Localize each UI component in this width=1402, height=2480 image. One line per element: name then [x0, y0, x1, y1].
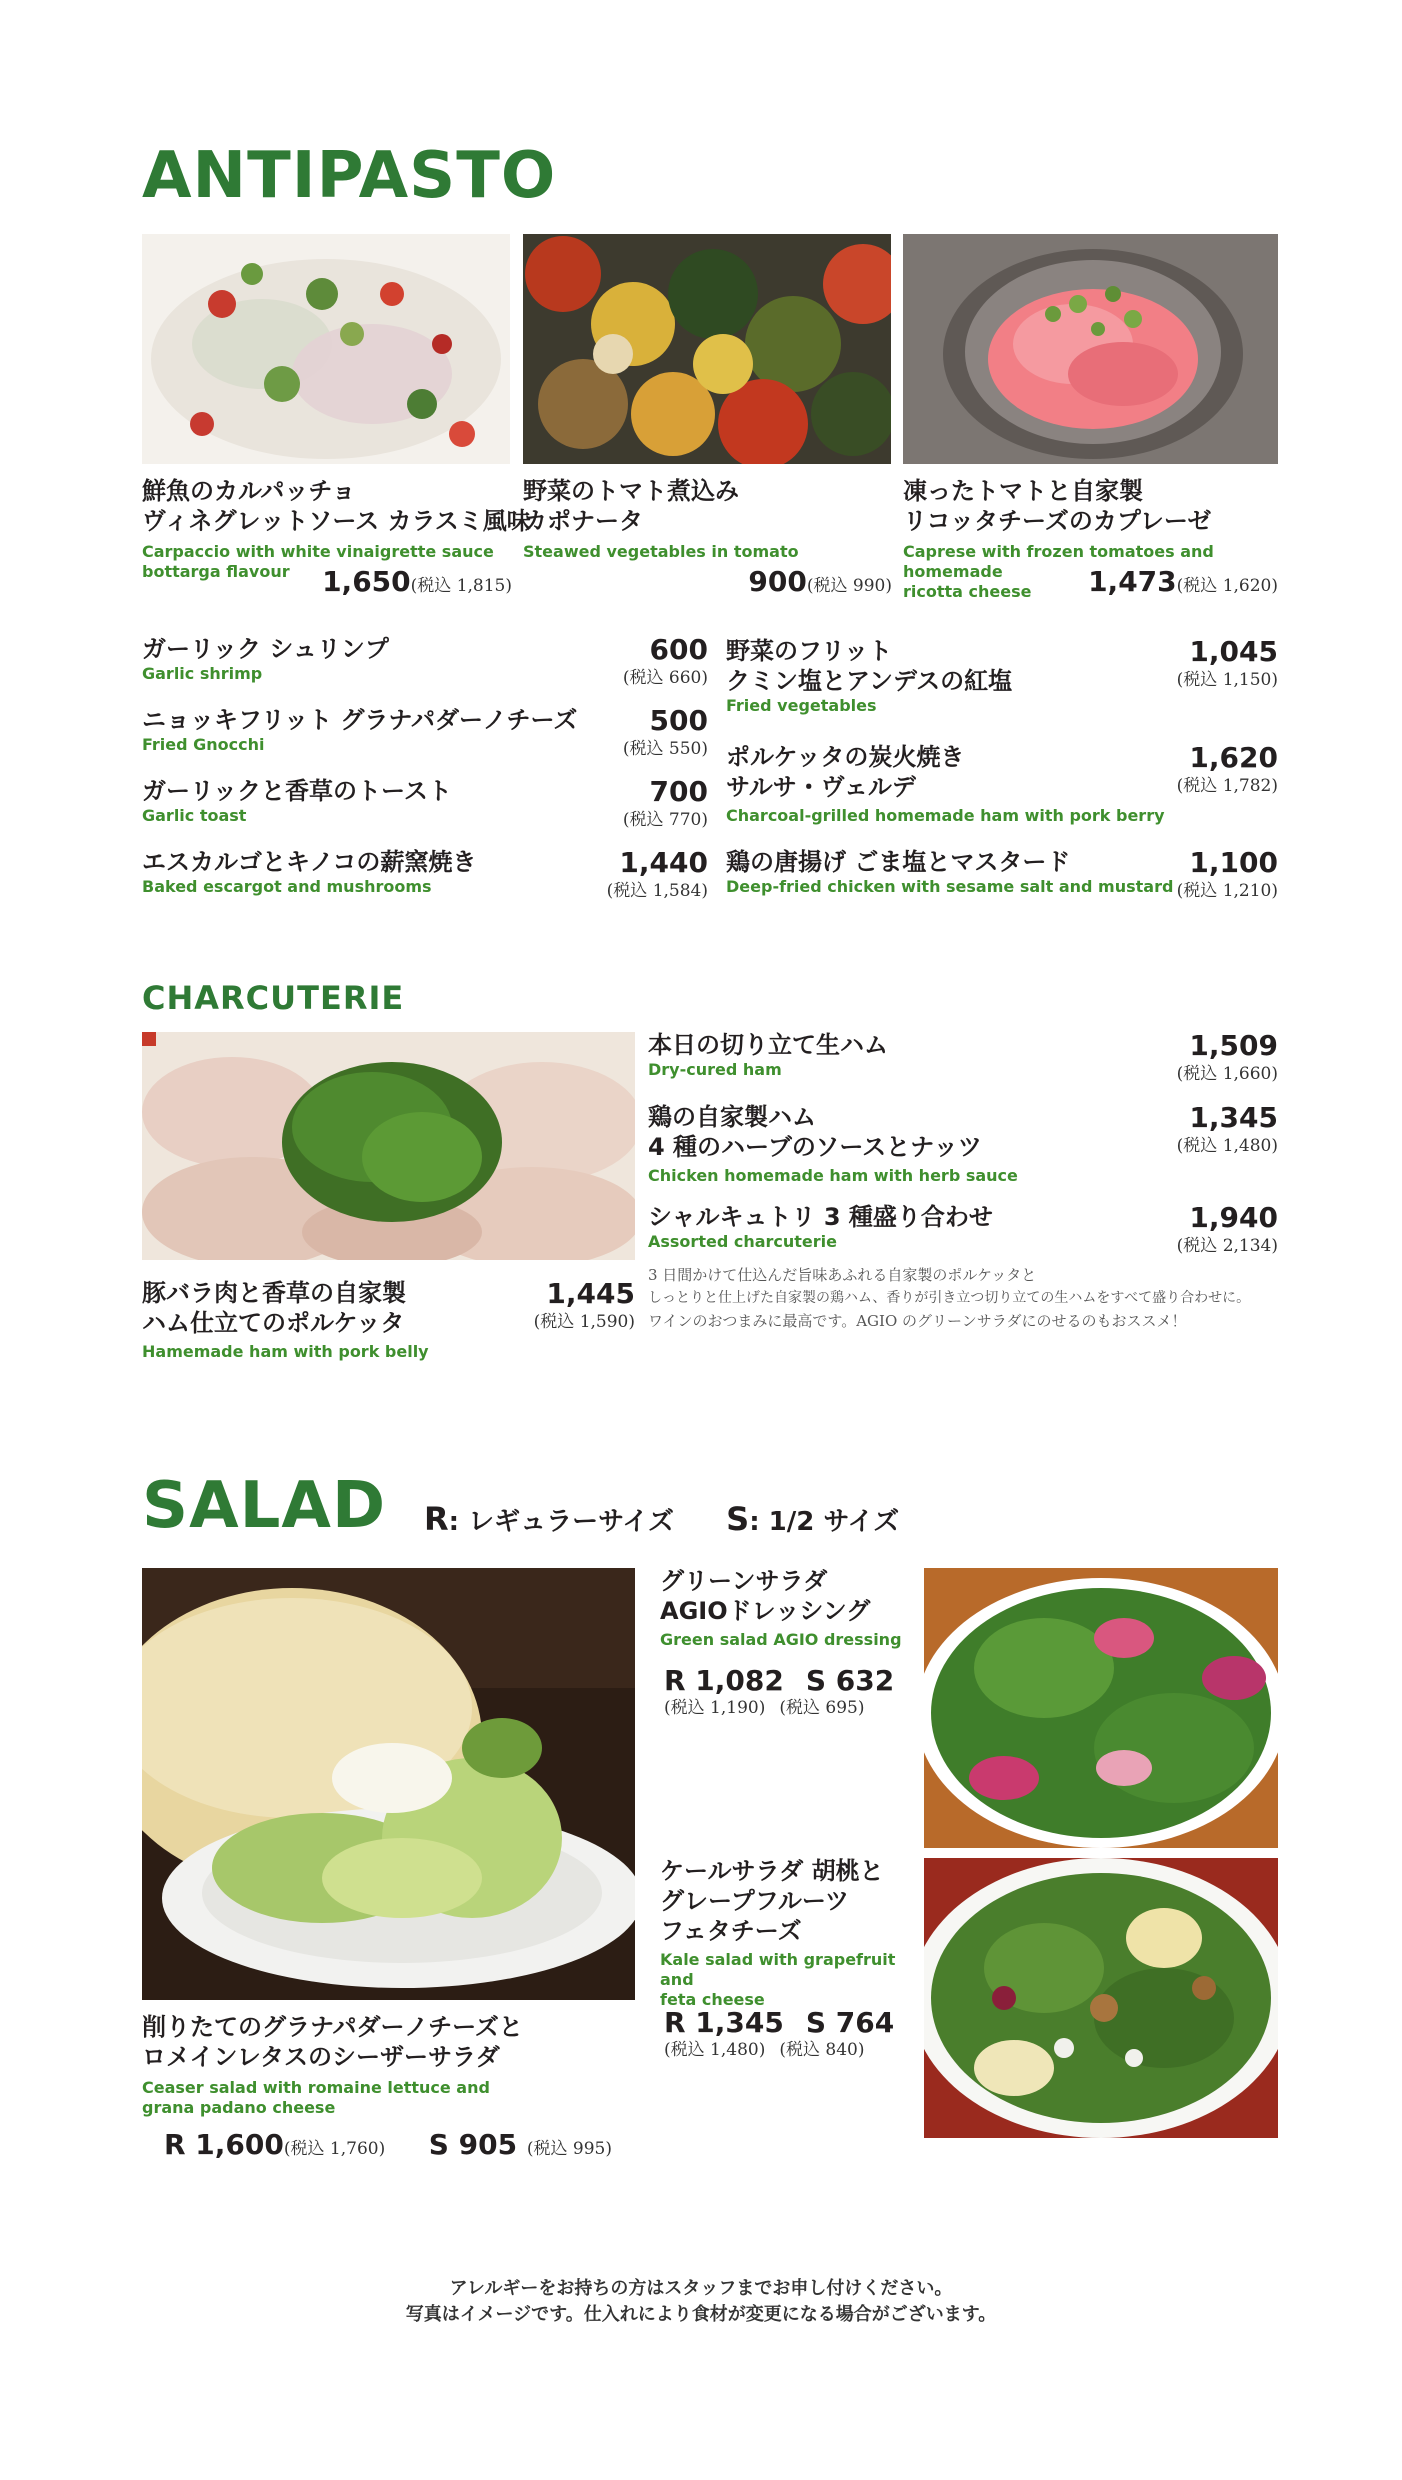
caesar-prices — [164, 2128, 612, 2166]
footer-notice — [0, 2276, 1402, 2328]
price: 1,345 — [1189, 1101, 1278, 1134]
item-name-ja: 本日の切り立て生ハム — [648, 1031, 888, 1059]
s-tax: (税込 695) — [779, 1698, 865, 1718]
item-name-ja: ケールサラダ 胡桃と — [660, 1857, 884, 1885]
featured-item — [142, 2012, 642, 2118]
s-tax: (税込 995) — [526, 2139, 612, 2159]
item-name-en: Carpaccio with white vinaigrette sauce — [142, 542, 494, 561]
size-s-mark: S — [726, 1500, 750, 1538]
size-r-mark: R — [424, 1500, 449, 1538]
price: 1,650 — [322, 565, 411, 598]
kale-salad-prices — [664, 2006, 904, 2060]
item-name-ja: 豚バラ肉と香草の自家製 — [142, 1279, 406, 1307]
menu-item — [648, 1102, 1278, 1202]
price: 1,473 — [1088, 565, 1177, 598]
item-name-ja: 野菜のトマト煮込み — [523, 477, 739, 505]
menu-item — [726, 742, 1278, 842]
caprese-photo — [903, 234, 1278, 464]
item-name-en: Green salad AGIO dressing — [660, 1630, 902, 1649]
salad-item — [660, 1566, 920, 1650]
r-tax: (税込 1,480) — [664, 2040, 766, 2060]
price: 500 — [649, 704, 708, 737]
item-name-en: Charcoal-grilled homemade ham with pork berry — [726, 806, 1165, 825]
item-name-ja: 鶏の唐揚げ ごま塩とマスタード — [726, 848, 1071, 876]
item-name-en: Deep-fried chicken with sesame salt and mustard — [726, 877, 1174, 896]
item-name-ja: ヴィネグレットソース カラスミ風味 — [142, 507, 531, 535]
price: 1,509 — [1189, 1029, 1278, 1062]
item-name-ja: サルサ・ヴェルデ — [726, 773, 916, 801]
item-name-ja: シャルキュトリ 3 種盛り合わせ — [648, 1203, 993, 1231]
item-name-ja: 鶏の自家製ハム — [648, 1103, 816, 1131]
price: 900 — [748, 565, 807, 598]
item-name-ja: ロメインレタスのシーザーサラダ — [142, 2043, 500, 2071]
tax-price: (税込 1,590) — [533, 1312, 635, 1332]
price: 1,045 — [1189, 635, 1278, 668]
featured-item — [523, 476, 895, 562]
tax-price: (税込 1,150) — [1176, 670, 1278, 690]
item-name-ja: 鮮魚のカルパッチョ — [142, 477, 356, 505]
caponata-photo — [523, 234, 891, 464]
tax-price: (税込 2,134) — [1176, 1236, 1278, 1256]
note-line: しっとりと仕上げた自家製の鶏ハム、香りが引き立つ切り立ての生ハムをすべて盛り合わせに。 — [648, 1290, 1251, 1306]
item-name-en: Chicken homemade ham with herb sauce — [648, 1166, 1018, 1185]
item-name-en: Ceaser salad with romaine lettuce and — [142, 2078, 490, 2097]
menu-item — [142, 847, 708, 917]
carpaccio-photo — [142, 234, 510, 464]
item-price — [1020, 566, 1278, 602]
item-name-ja: グリーンサラダ — [660, 1567, 828, 1595]
item-name-en: Kale salad with grapefruit and — [660, 1950, 896, 1989]
item-name-en: Steawed vegetables in tomato — [523, 542, 799, 561]
tax-price: (税込 1,620) — [1176, 576, 1278, 596]
item-name-en: Fried Gnocchi — [142, 735, 265, 754]
item-name-ja: フェタチーズ — [660, 1917, 802, 1945]
price: 1,940 — [1189, 1201, 1278, 1234]
note-line: ワインのおつまみに最高です。AGIO のグリーンサラダにのせるのもおススメ！ — [648, 1312, 1187, 1330]
item-name-en: Garlic toast — [142, 806, 247, 825]
size-legend — [424, 1502, 899, 1539]
tax-price: (税込 1,584) — [606, 881, 708, 901]
salad-title: SALAD — [142, 1469, 387, 1543]
item-name-en: Dry-cured ham — [648, 1060, 782, 1079]
size-s-label: : 1/2 サイズ — [749, 1507, 900, 1537]
kale-salad-photo — [924, 1858, 1278, 2138]
charcuterie-note — [648, 1264, 1288, 1333]
item-name-ja: リコッタチーズのカプレーゼ — [903, 507, 1212, 535]
tax-price: (税込 660) — [622, 668, 708, 688]
menu-item — [726, 847, 1278, 917]
item-name-ja: 野菜のフリット — [726, 637, 893, 665]
item-name-ja: ハム仕立てのポルケッタ — [142, 1309, 405, 1337]
price: 1,100 — [1189, 846, 1278, 879]
menu-item — [648, 1030, 1278, 1100]
tax-price: (税込 1,480) — [1176, 1136, 1278, 1156]
antipasto-title: ANTIPASTO — [142, 139, 557, 213]
tax-price: (税込 1,210) — [1176, 881, 1278, 901]
item-name-en: Hamemade ham with pork belly — [142, 1342, 429, 1361]
item-price — [260, 566, 512, 602]
salad-item — [660, 1856, 930, 2010]
item-name-en: Fried vegetables — [726, 696, 877, 715]
photo-notice: 写真はイメージです。仕入れにより食材が変更になる場合がございます。 — [405, 2304, 997, 2325]
item-name-ja: ガーリックと香草のトースト — [142, 777, 452, 805]
menu-item — [142, 776, 708, 846]
item-name-en: bottarga flavour — [142, 562, 290, 581]
price: 700 — [649, 775, 708, 808]
menu-item — [726, 636, 1278, 736]
s-price: S 905 — [428, 2128, 518, 2161]
item-name-en: ricotta cheese — [903, 582, 1032, 601]
tax-price: (税込 990) — [806, 576, 892, 596]
price: 1,440 — [619, 846, 708, 879]
item-name-ja: AGIOドレッシング — [660, 1597, 871, 1625]
s-price: S 764 — [805, 2006, 895, 2039]
item-name-ja: 削りたてのグラナパダーノチーズと — [142, 2013, 523, 2041]
price: 600 — [649, 633, 708, 666]
size-r-label: : レギュラーサイズ — [448, 1507, 675, 1537]
tax-price: (税込 770) — [622, 810, 708, 830]
item-price — [640, 566, 892, 602]
caesar-salad-photo — [142, 1568, 635, 2000]
r-tax: (税込 1,760) — [283, 2139, 386, 2159]
porchetta-photo — [142, 1032, 635, 1260]
item-name-en: Assorted charcuterie — [648, 1232, 837, 1251]
s-tax: (税込 840) — [779, 2040, 865, 2060]
item-name-en: Caprese with frozen tomatoes and homemade — [903, 542, 1214, 581]
tax-price: (税込 1,782) — [1176, 776, 1278, 796]
green-salad-photo — [924, 1568, 1278, 1848]
tax-price: (税込 550) — [622, 739, 708, 759]
item-name-en: Garlic shrimp — [142, 664, 263, 683]
item-name-ja: ガーリック シュリンプ — [142, 635, 389, 663]
green-salad-prices — [664, 1664, 904, 1718]
item-name-ja: カポナータ — [523, 507, 643, 535]
menu-item — [142, 634, 708, 704]
r-tax: (税込 1,190) — [664, 1698, 766, 1718]
item-name-ja: ニョッキフリット グラナパダーノチーズ — [142, 706, 578, 734]
item-name-en: Baked escargot and mushrooms — [142, 877, 432, 896]
r-price: R 1,082 — [664, 1664, 784, 1697]
item-name-ja: ポルケッタの炭火焼き — [726, 743, 965, 771]
item-name-ja: エスカルゴとキノコの薪窯焼き — [142, 848, 477, 876]
charcuterie-title: CHARCUTERIE — [142, 979, 405, 1017]
item-name-ja: グレープフルーツ — [660, 1887, 849, 1915]
tax-price: (税込 1,660) — [1176, 1064, 1278, 1084]
s-price: S 632 — [805, 1664, 895, 1697]
r-price: R 1,345 — [664, 2006, 784, 2039]
item-name-en: grana padano cheese — [142, 2098, 336, 2117]
item-name-ja: 4 種のハーブのソースとナッツ — [648, 1133, 982, 1161]
item-name-ja: クミン塩とアンデスの紅塩 — [726, 667, 1013, 695]
allergy-notice: アレルギーをお持ちの方はスタッフまでお申し付けください。 — [449, 2278, 953, 2299]
r-price: R 1,600 — [164, 2128, 284, 2161]
item-name-ja: 凍ったトマトと自家製 — [903, 477, 1143, 505]
note-line: 3 日間かけて仕込んだ旨味あふれる自家製のポルケッタと — [648, 1266, 1037, 1284]
menu-item — [648, 1202, 1278, 1268]
menu-item — [142, 705, 708, 775]
price: 1,620 — [1189, 741, 1278, 774]
item-name-en: feta cheese — [660, 1990, 765, 2009]
price: 1,445 — [546, 1277, 635, 1310]
tax-price: (税込 1,815) — [410, 576, 512, 596]
